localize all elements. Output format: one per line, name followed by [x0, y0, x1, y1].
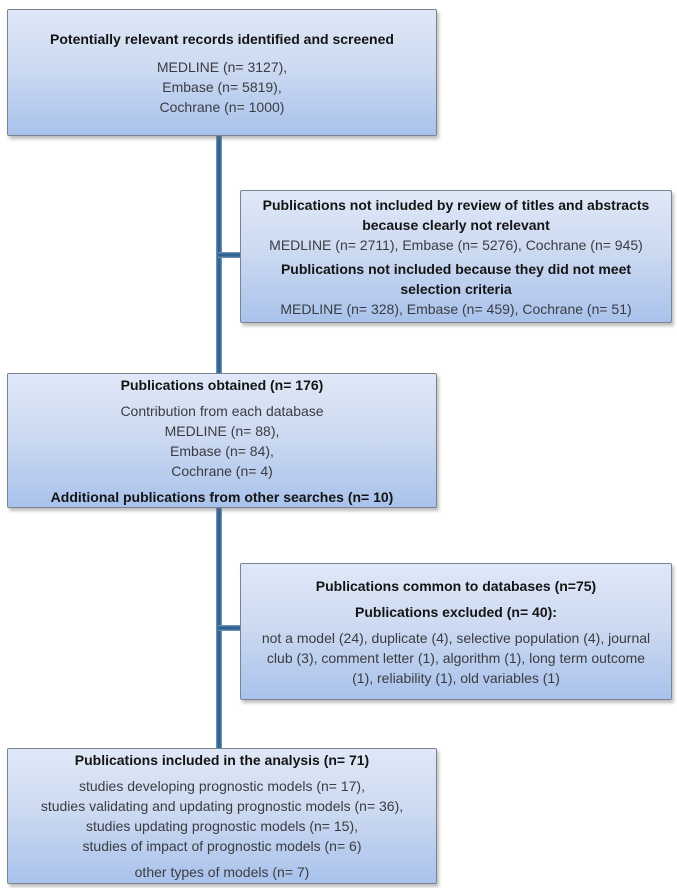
box-line: Embase (n= 5819), — [162, 78, 282, 95]
box-publications-included — [7, 748, 437, 884]
box-line: Embase (n= 84), — [170, 442, 274, 459]
box-line: MEDLINE (n= 2711), Embase (n= 5276), Cochrane (n= 945) — [269, 236, 643, 253]
box-line: not a model (24), duplicate (4), selective population (4), journal club (3), comment letter (1), algorithm (1), long term outcome (1), reliability (1), old variables (1) — [261, 629, 651, 686]
box-heading: Publications included in the analysis (n= 71) — [74, 752, 370, 768]
box-line: MEDLINE (n= 88), — [164, 422, 280, 439]
box-line: Cochrane (n= 1000) — [159, 98, 285, 115]
box-line: Cochrane (n= 4) — [171, 462, 273, 479]
box-publications-not-included — [240, 190, 672, 323]
box-publications-obtained — [7, 373, 437, 508]
box-records-identified — [7, 9, 437, 136]
box-heading: Publications not included because they did not meet selection criteria — [280, 260, 632, 297]
box-heading: Additional publications from other searches (n= 10) — [50, 488, 394, 505]
box-line: studies of impact of prognostic models (n= 6) — [82, 838, 362, 854]
box-heading: Publications not included by review of titles and abstracts because clearly not relevant — [262, 196, 650, 233]
box-line: studies updating prognostic models (n= 15), — [86, 818, 358, 834]
box-heading: Publications excluded (n= 40): — [355, 603, 557, 620]
box-line: MEDLINE (n= 3127), — [156, 58, 288, 75]
box-heading: Publications common to databases (n=75) — [315, 577, 597, 594]
box-publications-common-excluded — [240, 563, 672, 700]
box-line: Contribution from each database — [120, 402, 324, 419]
box-line: studies developing prognostic models (n= 17), — [78, 778, 365, 794]
box-line: studies validating and updating prognostic models (n= 36), — [40, 798, 404, 814]
connector-branch-top — [218, 252, 242, 258]
box-heading: Potentially relevant records identified and screened — [50, 30, 394, 47]
box-line: other types of models (n= 7) — [134, 864, 310, 880]
box-line: MEDLINE (n= 328), Embase (n= 459), Cochrane (n= 51) — [280, 300, 632, 317]
connector-branch-bottom — [218, 625, 242, 631]
box-heading: Publications obtained (n= 176) — [120, 376, 324, 393]
